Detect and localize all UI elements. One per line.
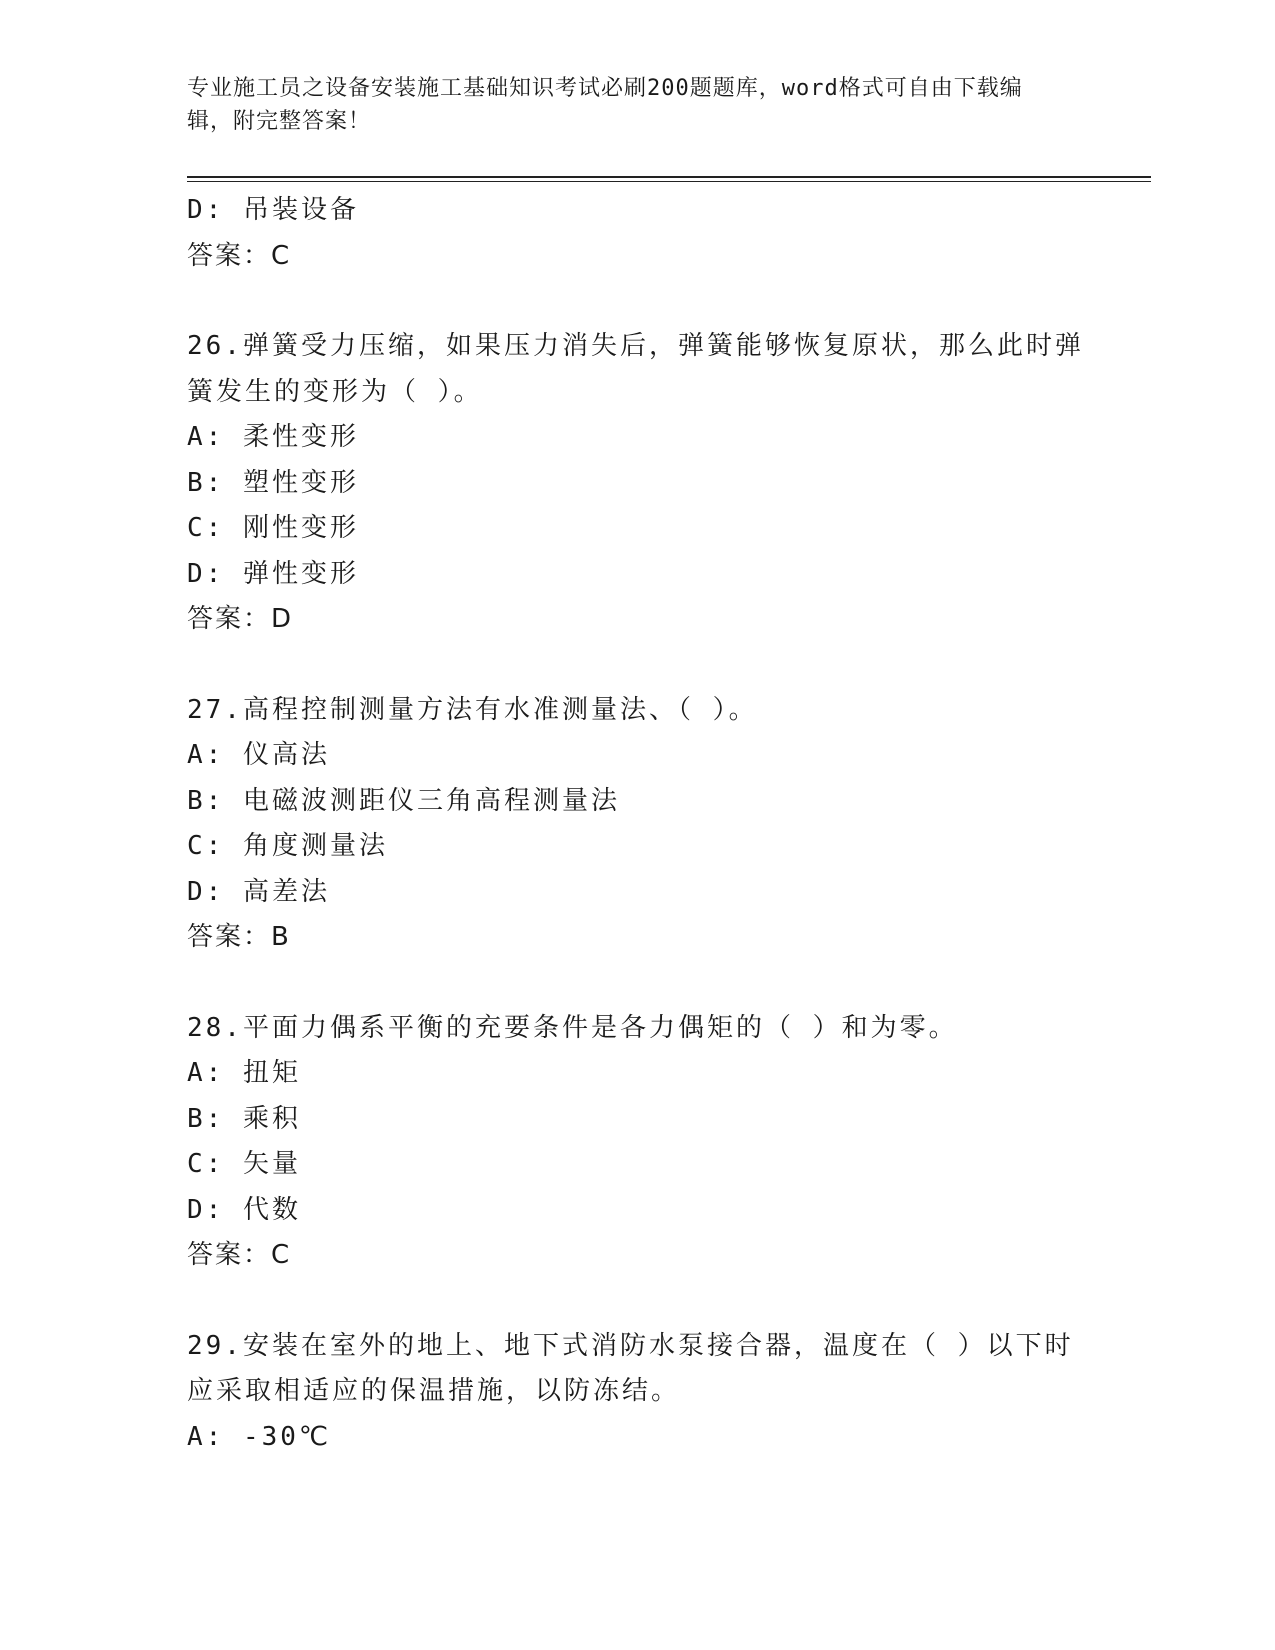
option-a: A: -30℃ [187,1421,332,1452]
answer-line: 答案：B [187,922,291,952]
option-a: A: 柔性变形 [187,422,359,452]
question-27 [187,688,1087,961]
option-d: D: 吊装设备 [187,195,359,225]
document-title: 专业施工员之设备安装施工基础知识考试必刷200题题库，word格式可自由下载编辑，附完整答案！ [187,76,1023,134]
question-stem-continued: 簧发生的变形为（ ）。 [187,376,483,407]
question-list [187,188,1087,1460]
option-d: D: 高差法 [187,876,330,907]
question-stem-continued: 应采取相适应的保温措施，以防冻结。 [187,1376,681,1406]
answer-line: 答案：C [187,1240,292,1270]
question-stem: 27.高程控制测量方法有水准测量法、（ ）。 [187,694,758,725]
question-stem: 28.平面力偶系平衡的充要条件是各力偶矩的（ ）和为零。 [187,1012,958,1043]
document-header [187,72,1067,138]
spacer [187,1279,1087,1324]
option-c: C: 角度测量法 [187,831,388,861]
option-c: C: 矢量 [187,1149,301,1179]
answer-line: 答案：D [187,604,294,634]
option-b: B: 电磁波测距仪三角高程测量法 [187,785,620,816]
option-c: C: 刚性变形 [187,513,359,543]
option-d: D: 弹性变形 [187,558,359,589]
option-a: A: 仪高法 [187,740,330,770]
spacer [187,961,1087,1006]
option-b: B: 乘积 [187,1103,301,1134]
question-29 [187,1324,1087,1461]
answer-line: 答案：C [187,240,292,271]
option-d: D: 代数 [187,1194,301,1225]
question-stem: 26.弹簧受力压缩，如果压力消失后，弹簧能够恢复原状，那么此时弹 [187,331,1084,361]
option-b: B: 塑性变形 [187,467,359,498]
question-stem: 29.安装在室外的地上、地下式消防水泵接合器，温度在（ ）以下时 [187,1330,1074,1361]
question-28 [187,1006,1087,1279]
header-divider-thick [187,176,1151,178]
option-a: A: 扭矩 [187,1058,301,1088]
spacer [187,643,1087,688]
header-divider-thin [187,181,1151,182]
question-26 [187,324,1087,643]
spacer [187,279,1087,324]
